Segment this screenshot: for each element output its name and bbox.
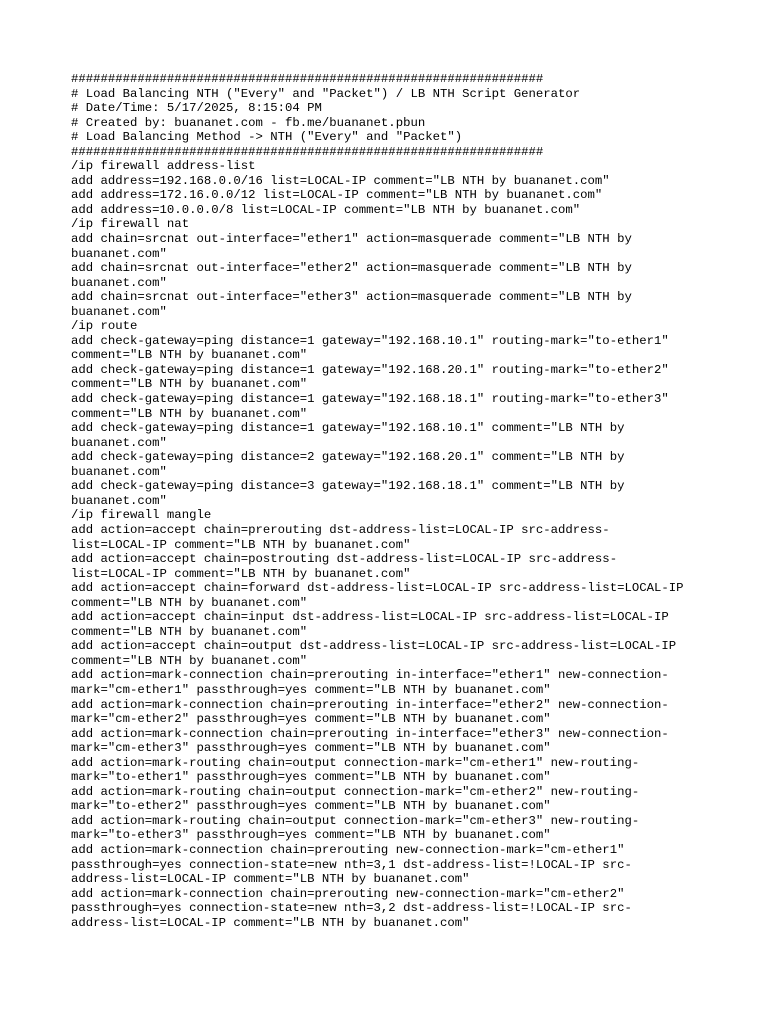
script-line: add action=mark-routing chain=output connection-mark="cm-ether2" new-routing- [71, 784, 640, 799]
script-line: mark="to-ether3" passthrough=yes comment="LB NTH by buananet.com" [71, 828, 551, 843]
script-line: add action=accept chain=output dst-address-list=LOCAL-IP src-address-list=LOCAL-IP [71, 639, 677, 654]
script-line: address-list=LOCAL-IP comment="LB NTH by buananet.com" [71, 915, 470, 930]
script-line: add address=192.168.0.0/16 list=LOCAL-IP comment="LB NTH by buananet.com" [71, 173, 610, 188]
script-line: mark="to-ether2" passthrough=yes comment="LB NTH by buananet.com" [71, 799, 551, 814]
script-text [71, 72, 731, 930]
script-line: add address=172.16.0.0/12 list=LOCAL-IP comment="LB NTH by buananet.com" [71, 188, 603, 203]
script-line: add action=accept chain=input dst-address-list=LOCAL-IP src-address-list=LOCAL-IP [71, 610, 669, 625]
script-line: mark="cm-ether2" passthrough=yes comment="LB NTH by buananet.com" [71, 712, 551, 727]
script-line: add chain=srcnat out-interface="ether2" action=masquerade comment="LB NTH by [71, 261, 632, 276]
script-line: # Load Balancing Method -> NTH ("Every" and "Packet") [71, 130, 463, 145]
script-line: # Created by: buananet.com - fb.me/buananet.pbun [71, 115, 426, 130]
script-line: passthrough=yes connection-state=new nth=3,2 dst-address-list=!LOCAL-IP src- [71, 901, 632, 916]
script-line: buananet.com" [71, 464, 167, 479]
script-line: add action=mark-connection chain=prerouting in-interface="ether2" new-connection- [71, 697, 669, 712]
script-line: buananet.com" [71, 275, 167, 290]
script-line: add action=accept chain=prerouting dst-address-list=LOCAL-IP src-address- [71, 522, 610, 537]
script-line: passthrough=yes connection-state=new nth=3,1 dst-address-list=!LOCAL-IP src- [71, 857, 632, 872]
script-line: add chain=srcnat out-interface="ether1" action=masquerade comment="LB NTH by [71, 232, 632, 247]
script-line: comment="LB NTH by buananet.com" [71, 377, 308, 392]
script-line: /ip firewall mangle [71, 508, 212, 523]
script-line: add check-gateway=ping distance=1 gateway="192.168.10.1" comment="LB NTH by [71, 421, 625, 436]
script-line: comment="LB NTH by buananet.com" [71, 406, 308, 421]
script-line: add chain=srcnat out-interface="ether3" action=masquerade comment="LB NTH by [71, 290, 632, 305]
script-line: buananet.com" [71, 435, 167, 450]
script-line: buananet.com" [71, 493, 167, 508]
script-line: # Load Balancing NTH ("Every" and "Packet") / LB NTH Script Generator [71, 86, 581, 101]
script-line: add action=mark-routing chain=output connection-mark="cm-ether3" new-routing- [71, 813, 640, 828]
script-line: add action=mark-connection chain=prerouting in-interface="ether3" new-connection- [71, 726, 669, 741]
script-line: add action=mark-connection chain=prerouting new-connection-mark="cm-ether2" [71, 886, 625, 901]
script-line: add check-gateway=ping distance=2 gateway="192.168.20.1" comment="LB NTH by [71, 450, 625, 465]
script-line: add check-gateway=ping distance=3 gateway="192.168.18.1" comment="LB NTH by [71, 479, 625, 494]
script-line: comment="LB NTH by buananet.com" [71, 624, 308, 639]
script-line: /ip route [71, 319, 138, 334]
script-line: add action=mark-connection chain=prerouting in-interface="ether1" new-connection- [71, 668, 669, 683]
script-line: add action=mark-connection chain=prerouting new-connection-mark="cm-ether1" [71, 842, 625, 857]
script-line: comment="LB NTH by buananet.com" [71, 348, 308, 363]
script-line: add check-gateway=ping distance=1 gateway="192.168.20.1" routing-mark="to-ether2" [71, 362, 669, 377]
script-line: buananet.com" [71, 304, 167, 319]
script-line: mark="cm-ether1" passthrough=yes comment="LB NTH by buananet.com" [71, 682, 551, 697]
script-line: /ip firewall nat [71, 217, 190, 232]
script-line: address-list=LOCAL-IP comment="LB NTH by buananet.com" [71, 872, 470, 887]
script-line: add action=accept chain=postrouting dst-address-list=LOCAL-IP src-address- [71, 552, 618, 567]
script-line: add check-gateway=ping distance=1 gateway="192.168.10.1" routing-mark="to-ether1" [71, 333, 669, 348]
script-line: buananet.com" [71, 246, 167, 261]
script-line: add action=accept chain=forward dst-address-list=LOCAL-IP src-address-list=LOCAL-IP [71, 581, 684, 596]
script-line: add address=10.0.0.0/8 list=LOCAL-IP comment="LB NTH by buananet.com" [71, 202, 581, 217]
script-line: mark="to-ether1" passthrough=yes comment="LB NTH by buananet.com" [71, 770, 551, 785]
script-line: list=LOCAL-IP comment="LB NTH by buananet.com" [71, 566, 411, 581]
script-line: /ip firewall address-list [71, 159, 256, 174]
script-line: # Date/Time: 5/17/2025, 8:15:04 PM [71, 101, 322, 116]
script-line: add check-gateway=ping distance=1 gateway="192.168.18.1" routing-mark="to-ether3" [71, 392, 669, 407]
script-line: add action=mark-routing chain=output connection-mark="cm-ether1" new-routing- [71, 755, 640, 770]
script-line: list=LOCAL-IP comment="LB NTH by buananet.com" [71, 537, 411, 552]
script-line: mark="cm-ether3" passthrough=yes comment="LB NTH by buananet.com" [71, 741, 551, 756]
script-line: ################################################################ [71, 72, 544, 86]
script-line: ################################################################ [71, 144, 544, 159]
script-line: comment="LB NTH by buananet.com" [71, 653, 308, 668]
script-line: comment="LB NTH by buananet.com" [71, 595, 308, 610]
